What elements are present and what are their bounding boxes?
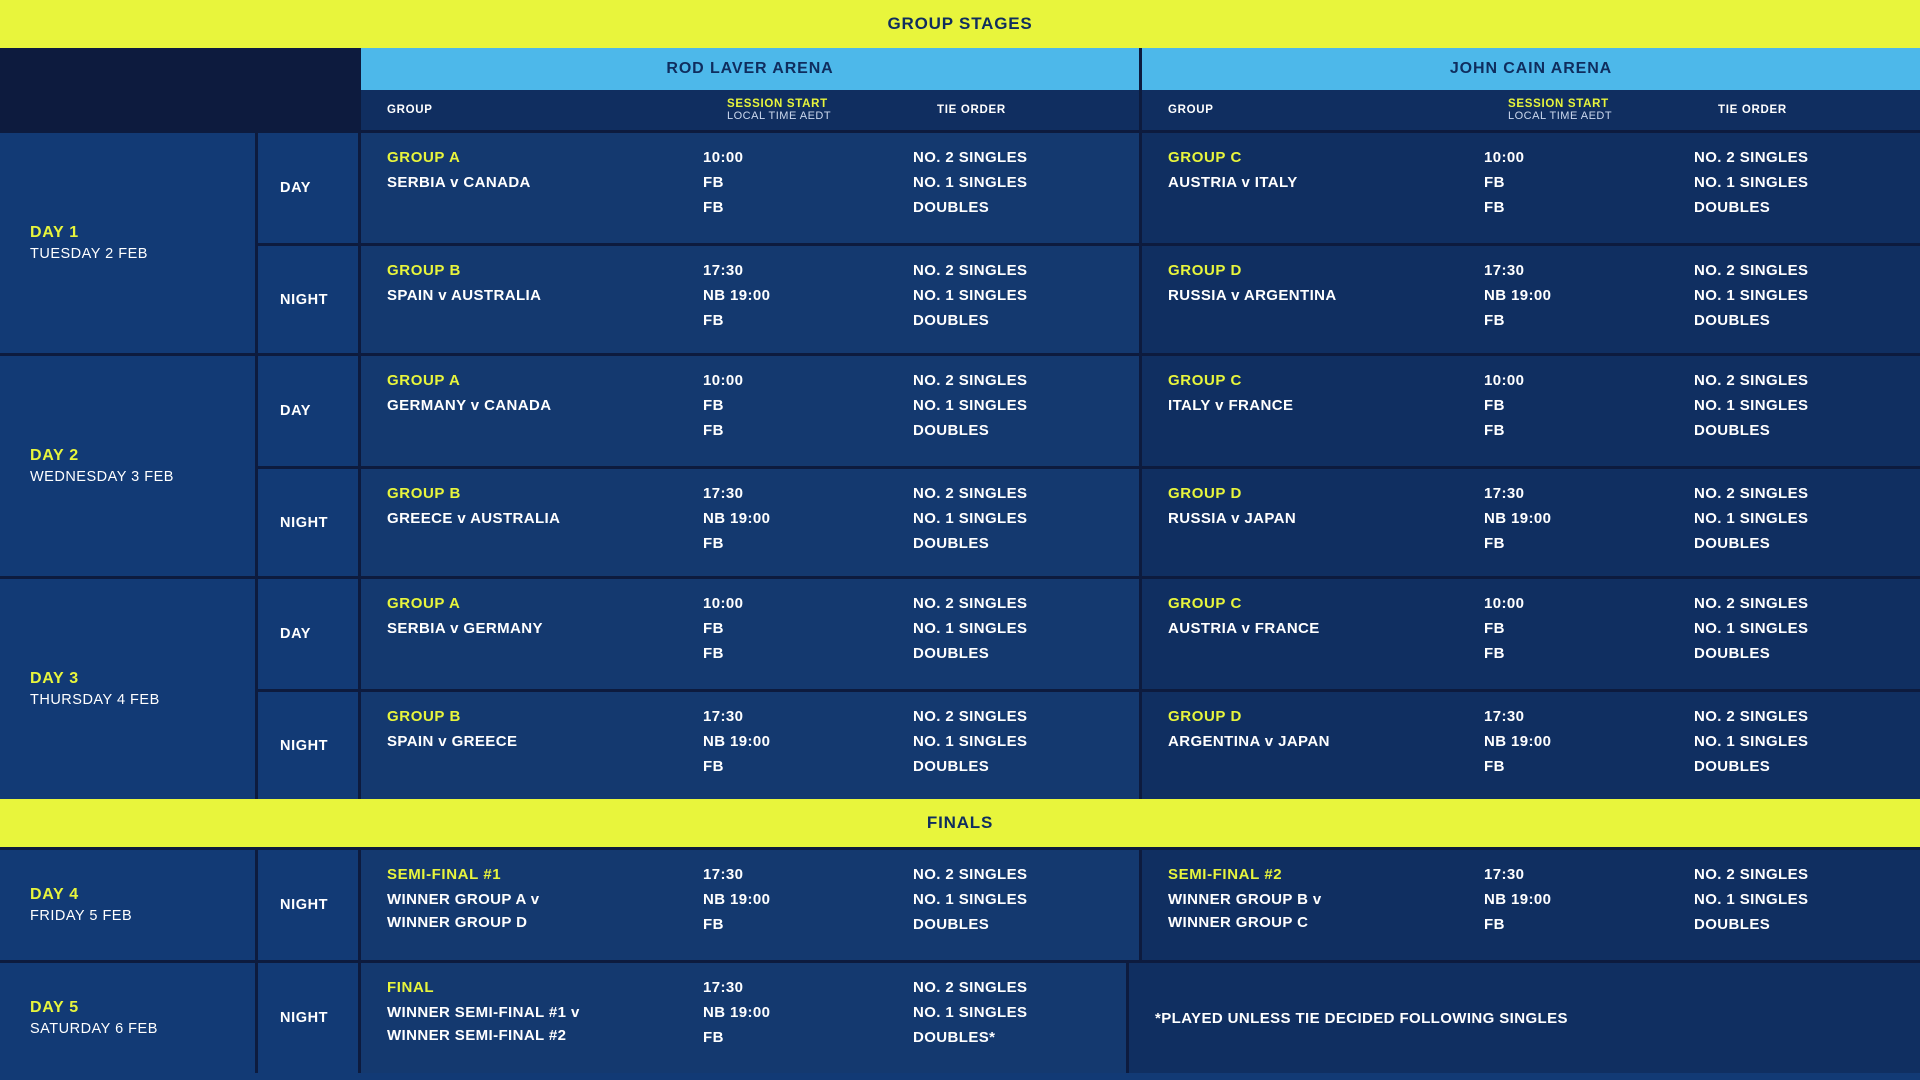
match-group-name: GROUP D	[1168, 708, 1242, 725]
day-label	[0, 963, 255, 1073]
session-list	[255, 579, 1920, 799]
match-group	[361, 372, 701, 450]
day-block	[0, 353, 1920, 576]
session-time: NB 19:00	[703, 510, 771, 527]
match-session-times	[701, 149, 911, 227]
day-number: DAY 1	[30, 224, 79, 241]
match-teams: RUSSIA v JAPAN	[1168, 510, 1297, 527]
match-session-times	[1482, 372, 1692, 450]
match-teams: WINNER GROUP D	[387, 914, 528, 931]
session-time: NB 19:00	[703, 891, 771, 908]
session-time: 17:30	[1484, 708, 1525, 725]
match-teams: GREECE v AUSTRALIA	[387, 510, 561, 527]
day-date: FRIDAY 5 FEB	[30, 908, 133, 924]
column-header-group-label: GROUP	[1168, 104, 1214, 116]
session-label: NIGHT	[255, 692, 358, 799]
session-time: FB	[703, 397, 724, 414]
match-teams: SPAIN v AUSTRALIA	[387, 287, 542, 304]
tie-order-item: DOUBLES*	[913, 1029, 996, 1046]
tie-order-item: NO. 2 SINGLES	[913, 595, 1028, 612]
tie-order-item: NO. 2 SINGLES	[1694, 262, 1809, 279]
tie-order-item: NO. 2 SINGLES	[1694, 708, 1809, 725]
tie-order-item: DOUBLES	[913, 645, 990, 662]
column-header-spacer	[0, 90, 358, 130]
match-tie-order	[911, 595, 1139, 673]
tie-order-item: DOUBLES	[1694, 758, 1771, 775]
session-time: 17:30	[703, 979, 744, 996]
session-list	[255, 133, 1920, 353]
match-cell	[358, 133, 1139, 243]
match-group-name: SEMI-FINAL #2	[1168, 866, 1283, 883]
arena-header-rod-laver: ROD LAVER ARENA	[358, 48, 1139, 90]
tie-order-item: NO. 2 SINGLES	[1694, 866, 1809, 883]
session-time: 10:00	[1484, 372, 1525, 389]
match-tie-order	[1692, 372, 1920, 450]
match-group	[361, 979, 701, 1057]
session-time: 10:00	[1484, 149, 1525, 166]
match-cell	[1139, 692, 1920, 799]
finals-banner: FINALS	[0, 799, 1920, 847]
match-session-times	[701, 372, 911, 450]
match-cell	[1139, 246, 1920, 353]
tie-order-item: NO. 2 SINGLES	[1694, 372, 1809, 389]
column-header-tie-order	[911, 90, 1139, 130]
footnote: *PLAYED UNLESS TIE DECIDED FOLLOWING SINGLES	[1126, 963, 1920, 1073]
session-time: FB	[703, 422, 724, 439]
match-group-name: GROUP D	[1168, 262, 1242, 279]
tie-order-item: NO. 2 SINGLES	[1694, 485, 1809, 502]
tie-order-item: DOUBLES	[1694, 645, 1771, 662]
match-teams: AUSTRIA v ITALY	[1168, 174, 1298, 191]
match-tie-order	[911, 149, 1139, 227]
arena-corner-spacer	[0, 48, 358, 90]
match-teams: WINNER SEMI-FINAL #1 v	[387, 1004, 580, 1021]
match-group-name: GROUP C	[1168, 372, 1242, 389]
session-row	[255, 689, 1920, 799]
match-group	[1142, 149, 1482, 227]
tie-order-item: NO. 2 SINGLES	[1694, 595, 1809, 612]
column-header-tie-label: TIE ORDER	[1718, 104, 1787, 116]
session-time: 17:30	[703, 708, 744, 725]
session-label: NIGHT	[255, 469, 358, 576]
column-header-row	[0, 90, 1920, 130]
tie-order-item: DOUBLES	[1694, 199, 1771, 216]
tie-order-item: NO. 1 SINGLES	[1694, 397, 1809, 414]
session-row	[255, 133, 1920, 243]
session-time: 10:00	[1484, 595, 1525, 612]
session-label: DAY	[255, 133, 358, 243]
tie-order-item: NO. 1 SINGLES	[913, 620, 1028, 637]
match-session-times	[701, 485, 911, 560]
session-time: FB	[1484, 199, 1505, 216]
session-time: FB	[703, 1029, 724, 1046]
session-time: FB	[1484, 312, 1505, 329]
session-time: FB	[703, 758, 724, 775]
session-time: FB	[703, 535, 724, 552]
match-cell	[358, 356, 1139, 466]
tie-order-item: NO. 2 SINGLES	[1694, 149, 1809, 166]
session-time: NB 19:00	[703, 733, 771, 750]
match-group	[361, 708, 701, 783]
day-label	[0, 850, 255, 960]
session-row	[255, 466, 1920, 576]
day-date: TUESDAY 2 FEB	[30, 246, 148, 262]
session-time: NB 19:00	[1484, 733, 1552, 750]
session-time: 17:30	[1484, 866, 1525, 883]
tie-order-item: NO. 1 SINGLES	[1694, 891, 1809, 908]
session-label: NIGHT	[255, 850, 358, 960]
group-stage-day-list	[0, 130, 1920, 799]
day-number: DAY 2	[30, 447, 79, 464]
finals-day-list	[0, 847, 1920, 1073]
session-time: FB	[1484, 645, 1505, 662]
session-time: FB	[703, 312, 724, 329]
session-row	[255, 356, 1920, 466]
match-session-times	[1482, 866, 1692, 944]
tie-order-item: NO. 2 SINGLES	[913, 708, 1028, 725]
session-time: NB 19:00	[1484, 510, 1552, 527]
tie-order-item: NO. 2 SINGLES	[913, 979, 1028, 996]
match-group-name: FINAL	[387, 979, 435, 996]
day-date: THURSDAY 4 FEB	[30, 692, 160, 708]
tie-order-item: DOUBLES	[1694, 312, 1771, 329]
column-headers-rod-laver	[358, 90, 1139, 130]
session-list	[255, 963, 1920, 1073]
match-teams: SERBIA v GERMANY	[387, 620, 543, 637]
match-teams: AUSTRIA v FRANCE	[1168, 620, 1320, 637]
session-time: 17:30	[703, 262, 744, 279]
tie-order-item: NO. 1 SINGLES	[913, 287, 1028, 304]
match-cell	[358, 469, 1139, 576]
match-cell	[358, 692, 1139, 799]
tie-order-item: NO. 1 SINGLES	[1694, 174, 1809, 191]
column-header-group-label: GROUP	[387, 104, 433, 116]
match-group	[361, 149, 701, 227]
tie-order-item: NO. 2 SINGLES	[913, 485, 1028, 502]
tie-order-item: DOUBLES	[913, 199, 990, 216]
session-label: DAY	[255, 356, 358, 466]
session-list	[255, 850, 1920, 960]
tie-order-item: NO. 2 SINGLES	[913, 866, 1028, 883]
session-row	[255, 850, 1920, 960]
session-time: 10:00	[703, 149, 744, 166]
match-cell	[358, 579, 1139, 689]
tie-order-item: NO. 1 SINGLES	[1694, 620, 1809, 637]
session-time: FB	[1484, 916, 1505, 933]
match-session-times	[701, 595, 911, 673]
tie-order-item: DOUBLES	[913, 312, 990, 329]
group-stages-banner: GROUP STAGES	[0, 0, 1920, 48]
column-headers-john-cain	[1139, 90, 1920, 130]
tie-order-item: NO. 2 SINGLES	[913, 262, 1028, 279]
match-group-name: GROUP A	[387, 595, 461, 612]
match-cell	[1139, 356, 1920, 466]
session-time: NB 19:00	[703, 1004, 771, 1021]
day-block	[0, 130, 1920, 353]
column-header-session-sub: LOCAL TIME AEDT	[727, 110, 832, 122]
session-time: 17:30	[703, 485, 744, 502]
match-session-times	[1482, 595, 1692, 673]
match-tie-order	[911, 866, 1139, 944]
session-label: DAY	[255, 579, 358, 689]
match-group	[1142, 372, 1482, 450]
match-tie-order	[1692, 866, 1920, 944]
day-number: DAY 5	[30, 999, 79, 1016]
match-tie-order	[1692, 149, 1920, 227]
session-time: NB 19:00	[1484, 287, 1552, 304]
session-time: FB	[1484, 397, 1505, 414]
match-group	[361, 595, 701, 673]
match-tie-order	[911, 262, 1139, 337]
match-tie-order	[1692, 595, 1920, 673]
session-time: FB	[703, 916, 724, 933]
day-block	[0, 847, 1920, 960]
match-teams: ITALY v FRANCE	[1168, 397, 1294, 414]
day-date: SATURDAY 6 FEB	[30, 1021, 158, 1037]
match-teams: WINNER SEMI-FINAL #2	[387, 1027, 567, 1044]
column-header-group	[361, 90, 701, 130]
match-session-times	[701, 979, 911, 1057]
match-tie-order	[911, 372, 1139, 450]
column-header-group	[1142, 90, 1482, 130]
match-group	[1142, 708, 1482, 783]
session-time: NB 19:00	[1484, 891, 1552, 908]
match-tie-order	[911, 979, 1126, 1057]
match-group-name: SEMI-FINAL #1	[387, 866, 502, 883]
session-time: FB	[1484, 535, 1505, 552]
match-tie-order	[1692, 708, 1920, 783]
match-group-name: GROUP A	[387, 149, 461, 166]
match-group	[1142, 866, 1482, 944]
match-teams: SERBIA v CANADA	[387, 174, 531, 191]
tie-order-item: NO. 1 SINGLES	[913, 397, 1028, 414]
session-time: 17:30	[1484, 262, 1525, 279]
match-group-name: GROUP B	[387, 262, 461, 279]
session-label: NIGHT	[255, 963, 358, 1073]
match-cell	[358, 246, 1139, 353]
column-header-session-start	[701, 90, 911, 130]
match-session-times	[1482, 149, 1692, 227]
match-group	[1142, 595, 1482, 673]
session-list	[255, 356, 1920, 576]
session-time: FB	[703, 620, 724, 637]
match-group	[1142, 485, 1482, 560]
arena-header-john-cain: JOHN CAIN ARENA	[1139, 48, 1920, 90]
match-tie-order	[911, 485, 1139, 560]
session-time: FB	[1484, 620, 1505, 637]
column-header-session-start	[1482, 90, 1692, 130]
session-time: 17:30	[1484, 485, 1525, 502]
match-session-times	[1482, 485, 1692, 560]
tie-order-item: NO. 1 SINGLES	[913, 1004, 1028, 1021]
match-group-name: GROUP D	[1168, 485, 1242, 502]
match-teams: WINNER GROUP A v	[387, 891, 540, 908]
column-header-tie-label: TIE ORDER	[937, 104, 1006, 116]
tie-order-item: NO. 1 SINGLES	[913, 174, 1028, 191]
session-row	[255, 579, 1920, 689]
session-time: FB	[703, 645, 724, 662]
match-cell	[358, 850, 1139, 960]
match-group	[361, 866, 701, 944]
match-group-name: GROUP B	[387, 708, 461, 725]
match-session-times	[1482, 708, 1692, 783]
tie-order-item: NO. 2 SINGLES	[913, 149, 1028, 166]
day-block	[0, 576, 1920, 799]
column-header-session-label: SESSION START	[727, 98, 828, 110]
day-number: DAY 3	[30, 670, 79, 687]
column-header-session-label: SESSION START	[1508, 98, 1609, 110]
tie-order-item: NO. 1 SINGLES	[1694, 510, 1809, 527]
tie-order-item: DOUBLES	[913, 916, 990, 933]
tie-order-item: DOUBLES	[1694, 916, 1771, 933]
tie-order-item: DOUBLES	[913, 422, 990, 439]
day-number: DAY 4	[30, 886, 79, 903]
tie-order-item: NO. 1 SINGLES	[913, 510, 1028, 527]
tie-order-item: DOUBLES	[913, 535, 990, 552]
tie-order-item: NO. 1 SINGLES	[913, 733, 1028, 750]
day-label	[0, 133, 255, 353]
day-label	[0, 579, 255, 799]
day-date: WEDNESDAY 3 FEB	[30, 469, 174, 485]
match-group	[361, 262, 701, 337]
session-label: NIGHT	[255, 246, 358, 353]
match-cell	[1139, 133, 1920, 243]
match-teams: SPAIN v GREECE	[387, 733, 518, 750]
match-session-times	[1482, 262, 1692, 337]
session-time: FB	[703, 199, 724, 216]
match-teams: WINNER GROUP B v	[1168, 891, 1322, 908]
match-group	[361, 485, 701, 560]
match-teams: GERMANY v CANADA	[387, 397, 552, 414]
session-time: 17:30	[703, 866, 744, 883]
match-session-times	[701, 262, 911, 337]
match-cell	[1139, 850, 1920, 960]
session-time: NB 19:00	[703, 287, 771, 304]
column-header-session-sub: LOCAL TIME AEDT	[1508, 110, 1613, 122]
day-block	[0, 960, 1920, 1073]
match-tie-order	[911, 708, 1139, 783]
tie-order-item: NO. 1 SINGLES	[913, 891, 1028, 908]
session-time: FB	[703, 174, 724, 191]
match-cell	[358, 963, 1126, 1073]
match-teams: ARGENTINA v JAPAN	[1168, 733, 1330, 750]
session-time: FB	[1484, 758, 1505, 775]
tie-order-item: NO. 2 SINGLES	[913, 372, 1028, 389]
match-tie-order	[1692, 485, 1920, 560]
session-time: FB	[1484, 174, 1505, 191]
session-row	[255, 963, 1920, 1073]
match-teams: RUSSIA v ARGENTINA	[1168, 287, 1337, 304]
arena-header-row	[0, 48, 1920, 90]
tie-order-item: DOUBLES	[913, 758, 990, 775]
match-session-times	[701, 866, 911, 944]
day-label	[0, 356, 255, 576]
match-teams: WINNER GROUP C	[1168, 914, 1309, 931]
tie-order-item: NO. 1 SINGLES	[1694, 287, 1809, 304]
match-cell	[1139, 579, 1920, 689]
match-group-name: GROUP C	[1168, 149, 1242, 166]
column-header-tie-order	[1692, 90, 1920, 130]
match-cell	[1139, 469, 1920, 576]
tie-order-item: DOUBLES	[1694, 535, 1771, 552]
tie-order-item: NO. 1 SINGLES	[1694, 733, 1809, 750]
match-tie-order	[1692, 262, 1920, 337]
session-time: 10:00	[703, 372, 744, 389]
match-group-name: GROUP A	[387, 372, 461, 389]
session-time: 10:00	[703, 595, 744, 612]
session-time: FB	[1484, 422, 1505, 439]
match-group-name: GROUP C	[1168, 595, 1242, 612]
session-row	[255, 243, 1920, 353]
match-group	[1142, 262, 1482, 337]
match-session-times	[701, 708, 911, 783]
match-group-name: GROUP B	[387, 485, 461, 502]
tie-order-item: DOUBLES	[1694, 422, 1771, 439]
